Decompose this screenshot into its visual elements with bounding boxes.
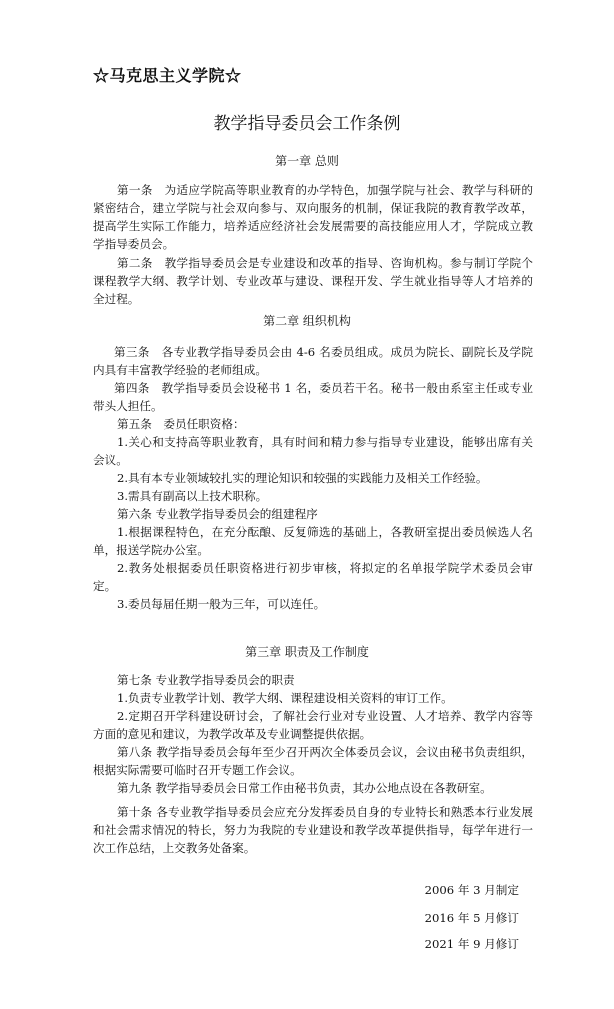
school-header: ☆马克思主义学院☆ (93, 66, 242, 85)
chapter-heading-2: 第二章 组织机构 (263, 314, 351, 328)
article-5-item-1: 1.关心和支持高等职业教育，具有时间和精力参与指导专业建设，能够出席有关会议。 (93, 435, 533, 467)
article-4: 第四条 教学指导委员会设秘书 1 名，委员若干名。秘书一般由系室主任或专业带头人担任。 (93, 381, 533, 413)
article-5: 第五条 委员任职资格： (117, 417, 245, 431)
article-5-item-2: 2.具有本专业领域较扎实的理论知识和较强的实践能力及相关工作经验。 (117, 471, 488, 485)
article-10: 第十条 各专业教学指导委员会应充分发挥委员自身的专业特长和熟悉本行业发展和社会需求情况的特长，努力为我院的专业建设和教学改革提供指导，每学年进行一次工作总结，上交教务处备案。 (93, 805, 533, 855)
article-2: 第二条 教学指导委员会是专业建设和改革的指导、咨询机构。参与制订学院个课程教学大纲、教学计划、专业改革与建设、课程开发、学生就业指导等人才培养的全过程。 (93, 256, 533, 306)
article-6-item-1: 1.根据课程特色，在充分酝酿、反复筛选的基础上，各教研室提出委员候选人名单，报送学院办公室。 (93, 525, 533, 557)
article-6-item-2: 2.教务处根据委员任职资格进行初步审核，将拟定的名单报学院学术委员会审定。 (93, 561, 533, 593)
article-9: 第九条 教学指导委员会日常工作由秘书负责，其办公地点设在各教研室。 (117, 781, 492, 795)
date-revised-2021: 2021 年 9 月修订 (424, 937, 519, 951)
article-6-item-3: 3.委员每届任期一般为三年，可以连任。 (117, 597, 326, 611)
article-7-item-2: 2.定期召开学科建设研讨会，了解社会行业对专业设置、人才培养、教学内容等方面的意见和建议，为教学改革及专业调整提供依据。 (93, 709, 533, 741)
article-3: 第三条 各专业教学指导委员会由 4-6 名委员组成。成员为院长、副院长及学院内具有丰富教学经验的老师组成。 (93, 345, 533, 377)
article-5-item-3: 3.需具有副高以上技术职称。 (117, 489, 268, 503)
chapter-heading-3: 第三章 职责及工作制度 (245, 645, 369, 659)
article-7: 第七条 专业教学指导委员会的职责 (117, 673, 295, 687)
article-8: 第八条 教学指导委员会每年至少召开两次全体委员会议，会议由秘书负责组织，根据实际需要可临时召开专题工作会议。 (93, 745, 533, 777)
article-1: 第一条 为适应学院高等职业教育的办学特色，加强学院与社会、教学与科研的紧密结合，建立学院与社会双向参与、双向服务的机制，保证我院的教育教学改革，提高学生实际工作能力，培养适应经济社会发展需要的高技能应用人才，学院成立教学指导委员会。 (93, 183, 533, 251)
chapter-heading-1: 第一章 总则 (275, 154, 339, 168)
article-7-item-1: 1.负责专业教学计划、教学大纲、课程建设相关资料的审订工作。 (117, 691, 453, 705)
date-revised-2016: 2016 年 5 月修订 (424, 911, 519, 925)
article-6: 第六条 专业教学指导委员会的组建程序 (117, 507, 318, 521)
document-title: 教学指导委员会工作条例 (213, 114, 401, 134)
date-enacted: 2006 年 3 月制定 (424, 883, 519, 897)
